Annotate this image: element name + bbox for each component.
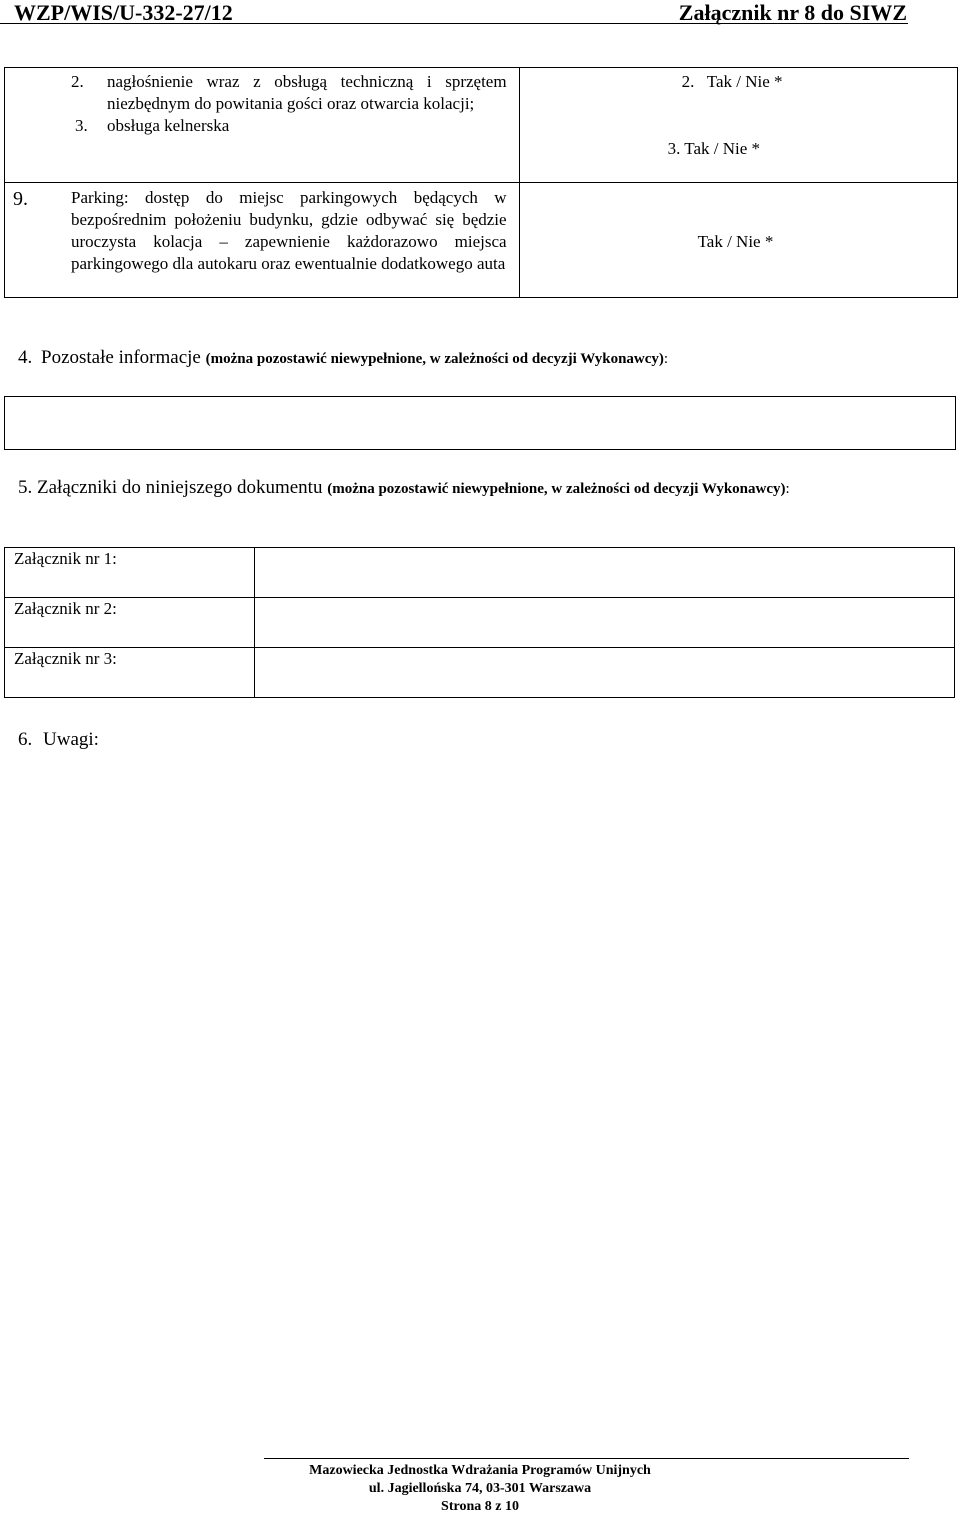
table-row [5,548,955,598]
section-note: (można pozostawić niewypełnione, w zależności od decyzji Wykonawcy) [327,481,786,497]
section-5-heading [18,474,908,503]
footer-organization: Mazowiecka Jednostka Wdrażania Programów Unijnych [309,1463,651,1478]
answer-yes-no[interactable]: 2. Tak / Nie * [681,72,783,91]
answer-yes-no[interactable]: Tak / Nie * [697,232,774,251]
table-row [5,183,958,298]
section-number: 6. [18,729,33,750]
item-text: Parking: dostęp do miejsc parkingowych będących w bezpośrednim położeniu budynku, gdzie odbywać się będzie uroczysta kolacja – zapewnienie każdorazowo miejsca parkingowego dla autokaru oraz ewentualnie dodatkowego auta [71,188,507,273]
section-title: Uwagi: [43,729,99,750]
header-divider [0,23,908,24]
section-colon: : [663,351,669,367]
section-colon: : [785,481,790,497]
table-row [5,68,958,183]
page-number: Strona 8 z 10 [441,1499,519,1514]
attachment-field[interactable] [255,548,955,598]
requirements-cell [5,183,520,298]
table-row [5,598,955,648]
answer-cell [519,68,957,183]
attachment-field[interactable] [255,648,955,698]
section-4-heading [18,346,948,371]
attachment-label: Załącznik nr 1: [5,548,255,598]
section-note: (można pozostawić niewypełnione, w zależności od decyzji Wykonawcy) [205,351,664,367]
footer-divider [264,1458,909,1459]
table-row [5,648,955,698]
section-title: Załączniki do niniejszego dokumentu [37,477,323,498]
requirements-cell [5,68,520,183]
document-reference: WZP/WIS/U-332-27/12 [14,0,233,25]
attachment-label: Załącznik nr 3: [5,648,255,698]
attachment-field[interactable] [255,598,955,648]
item-number: 3. [75,116,88,135]
annex-title: Załącznik nr 8 do SIWZ [678,0,907,25]
item-text: obsługa kelnerska [107,116,230,135]
item-number: 9. [13,188,28,210]
answer-cell [519,183,957,298]
item-text: nagłośnienie wraz z obsługą techniczną i sprzętem niezbędnym do powitania gości oraz otwarcia kolacji; [107,72,507,113]
attachments-table [4,547,955,698]
answer-yes-no[interactable]: 3. Tak / Nie * [667,139,761,158]
attachment-label: Załącznik nr 2: [5,598,255,648]
section-title: Pozostałe informacje [41,347,201,368]
section-number: 5. [18,477,33,498]
item-number: 2. [71,72,84,91]
section-number: 4. [18,347,33,368]
section-6-heading [18,728,99,752]
list-item [5,115,519,137]
other-information-field[interactable] [4,396,956,450]
requirements-table [4,67,958,298]
footer-address: ul. Jagiellońska 74, 03-301 Warszawa [368,1481,592,1496]
list-item [5,71,519,115]
